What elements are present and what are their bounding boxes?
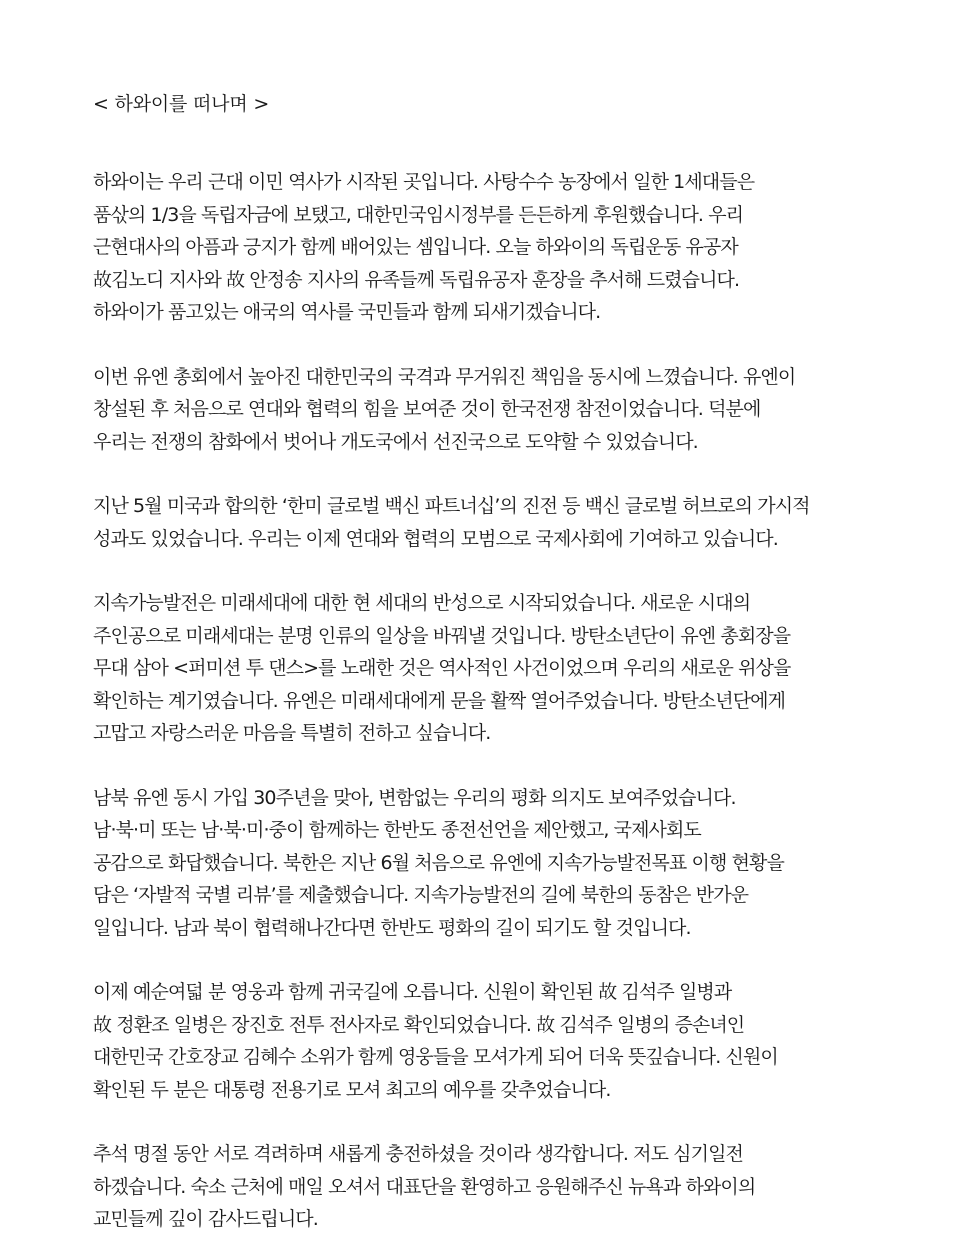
- paragraph: [93, 361, 880, 459]
- text-line: 담은 ‘자발적 국별 리뷰’를 제출했습니다. 지속가능발전의 길에 북한의 동참은 반가운: [93, 884, 749, 906]
- paragraph: [93, 166, 880, 329]
- text-line: 근현대사의 아픔과 긍지가 함께 배어있는 셈입니다. 오늘 하와이의 독립운동 유공자: [93, 236, 738, 258]
- text-line: 교민들께 깊이 감사드립니다.: [93, 1208, 318, 1230]
- text-line: 故김노디 지사와 故 안정송 지사의 유족들께 독립유공자 훈장을 추서해 드렸습니다.: [93, 268, 740, 291]
- text-line: 하와이는 우리 근대 이민 역사가 시작된 곳입니다. 사탕수수 농장에서 일한 1세대들은: [93, 171, 755, 193]
- text-line: 성과도 있었습니다. 우리는 이제 연대와 협력의 모범으로 국제사회에 기여하고 있습니다.: [93, 527, 778, 550]
- text-line: 확인된 두 분은 대통령 전용기로 모셔 최고의 예우를 갖추었습니다.: [93, 1078, 611, 1101]
- text-line: 품삯의 1/3을 독립자금에 보탰고, 대한민국임시정부를 든든하게 후원했습니다. 우리: [93, 203, 744, 226]
- text-line: 주인공으로 미래세대는 분명 인류의 일상을 바꿔낼 것입니다. 방탄소년단이 유엔 총회장을: [93, 624, 791, 647]
- text-line: 남북 유엔 동시 가입 30주년을 맞아, 변함없는 우리의 평화 의지도 보여주었습니다.: [93, 786, 736, 809]
- paragraph: [93, 1138, 880, 1236]
- paragraph: [93, 490, 880, 555]
- text-line: 추석 명절 동안 서로 격려하며 새롭게 충전하셨을 것이라 생각합니다. 저도 심기일전: [93, 1143, 743, 1165]
- paragraph: [93, 587, 880, 750]
- text-line: 지속가능발전은 미래세대에 대한 현 세대의 반성으로 시작되었습니다. 새로운 시대의: [93, 592, 751, 614]
- text-line: 우리는 전쟁의 참화에서 벗어나 개도국에서 선진국으로 도약할 수 있었습니다.: [93, 430, 698, 453]
- text-line: 창설된 후 처음으로 연대와 협력의 힘을 보여준 것이 한국전쟁 참전이었습니다. 덕분에: [93, 398, 761, 420]
- text-line: 이번 유엔 총회에서 높아진 대한민국의 국격과 무거워진 책임을 동시에 느꼈습니다. 유엔이: [93, 365, 796, 388]
- text-line: 故 정환조 일병은 장진호 전투 전사자로 확인되었습니다. 故 김석주 일병의 증손녀인: [93, 1013, 745, 1036]
- text-line: 대한민국 간호장교 김혜수 소위가 함께 영웅들을 모셔가게 되어 더욱 뜻깊습니다. 신원이: [93, 1046, 778, 1068]
- paragraph: [93, 976, 880, 1106]
- document-body: [93, 166, 880, 1236]
- text-line: 하겠습니다. 숙소 근처에 매일 오셔서 대표단을 환영하고 응원해주신 뉴욕과 하와이의: [93, 1175, 756, 1198]
- paragraph: [93, 782, 880, 945]
- document-title: < 하와이를 떠나며 >: [93, 93, 270, 115]
- text-line: 공감으로 화답했습니다. 북한은 지난 6월 처음으로 유엔에 지속가능발전목표 이행 현황을: [93, 851, 784, 874]
- text-line: 이제 예순여덟 분 영웅과 함께 귀국길에 오릅니다. 신원이 확인된 故 김석주 일병과: [93, 981, 732, 1003]
- text-line: 지난 5월 미국과 합의한 ‘한미 글로벌 백신 파트너십’의 진전 등 백신 글로벌 허브로의 가시적: [93, 495, 810, 517]
- text-line: 확인하는 계기였습니다. 유엔은 미래세대에게 문을 활짝 열어주었습니다. 방탄소년단에게: [93, 689, 786, 712]
- text-line: 남·북·미 또는 남·북·미·중이 함께하는 한반도 종전선언을 제안했고, 국제사회도: [93, 819, 701, 841]
- text-line: 고맙고 자랑스러운 마음을 특별히 전하고 싶습니다.: [93, 722, 491, 744]
- text-line: 일입니다. 남과 북이 협력해나간다면 한반도 평화의 길이 되기도 할 것입니다.: [93, 916, 691, 939]
- text-line: 무대 삼아 <퍼미션 투 댄스>를 노래한 것은 역사적인 사건이었으며 우리의 새로운 위상을: [93, 657, 791, 679]
- text-line: 하와이가 품고있는 애국의 역사를 국민들과 함께 되새기겠습니다.: [93, 301, 601, 323]
